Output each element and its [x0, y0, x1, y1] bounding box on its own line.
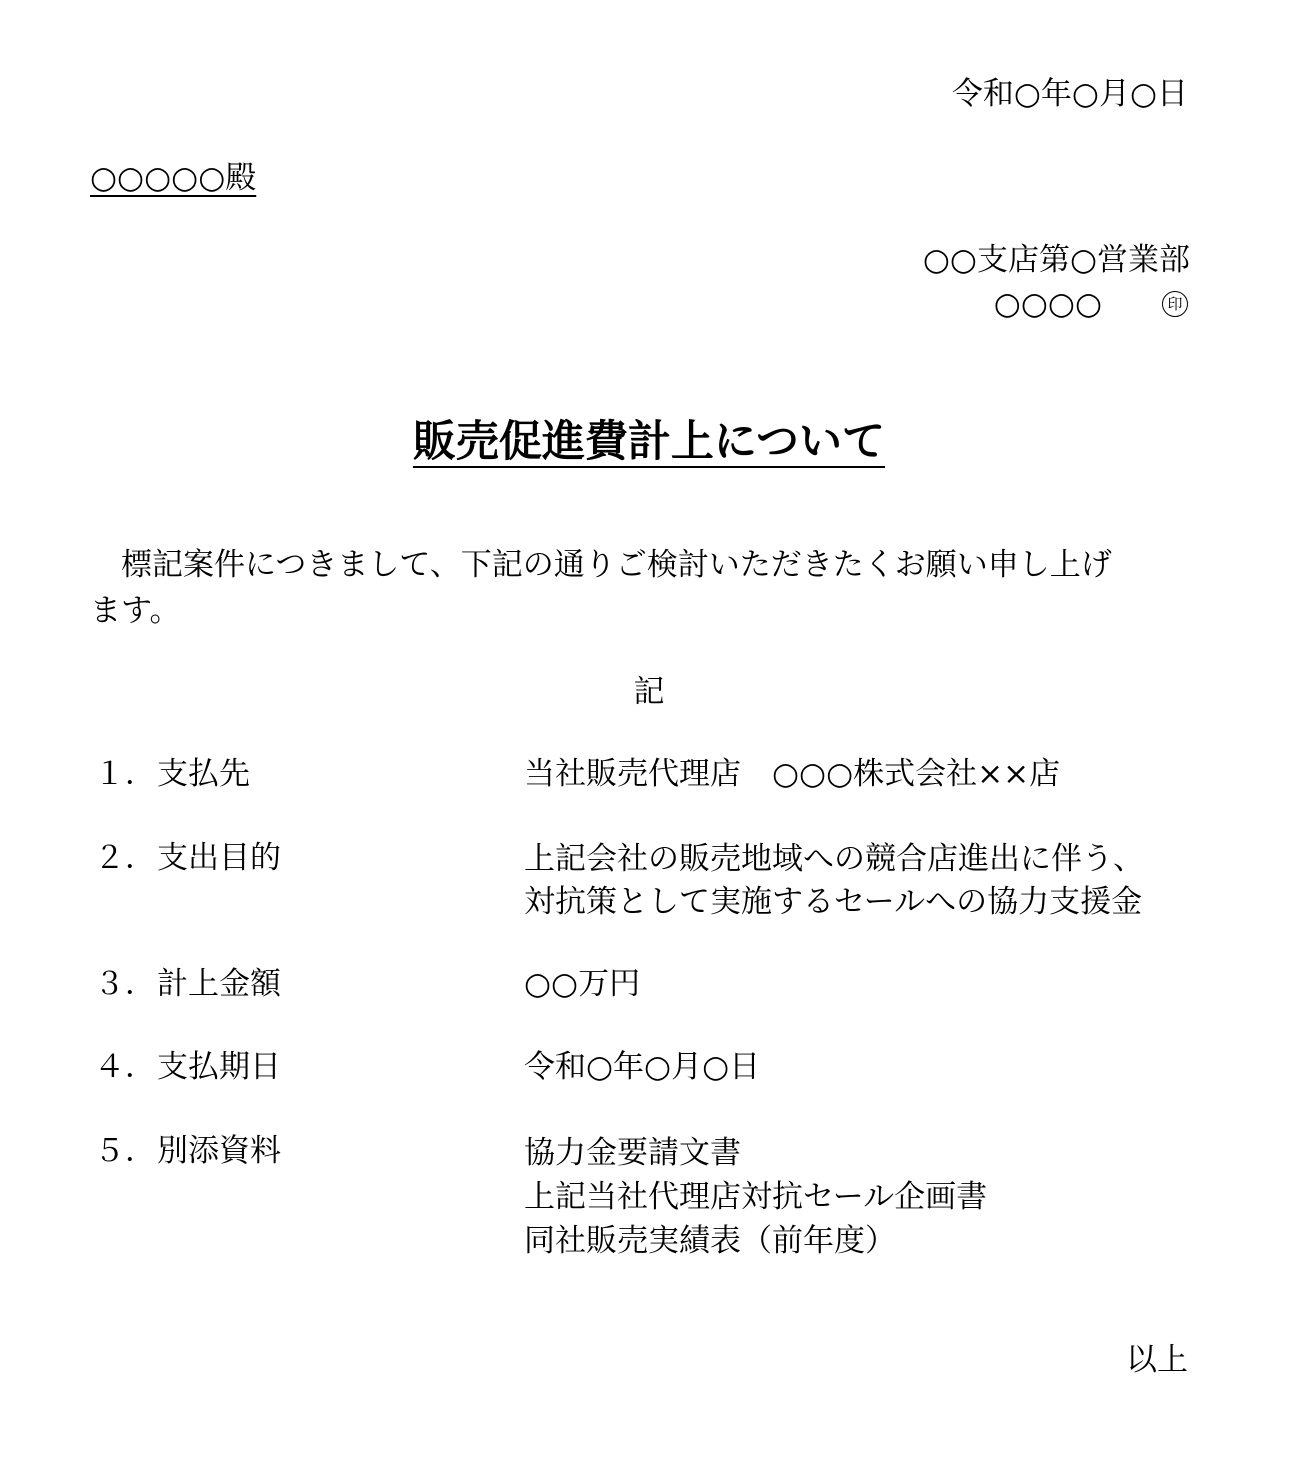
item-label-attachments: 別添資料	[157, 1133, 281, 1169]
item-value-amount	[524, 964, 640, 1004]
item-label-amount: 計上金額	[157, 966, 281, 1002]
document-date: 令和○年○月○日	[951, 76, 1188, 112]
item-number-5: ５．	[94, 1133, 156, 1169]
item-number-3: ３．	[94, 966, 156, 1002]
body-line-2: ます。	[90, 593, 181, 629]
closing-text: 以上	[1126, 1342, 1188, 1378]
item-label-purpose: 支出目的	[157, 840, 281, 876]
item-value-line: 当社販売代理店 ○○○株式会社××店	[524, 756, 1061, 792]
sender-name-row	[994, 284, 1188, 324]
item-number-2: ２．	[94, 840, 156, 876]
item-value-line: 同社販売実績表（前年度）	[524, 1223, 896, 1259]
item-value-line: 上記当社代理店対抗セール企画書	[524, 1179, 988, 1215]
seal-stamp-icon: 印	[1162, 291, 1188, 317]
ki-heading: 記	[633, 674, 665, 710]
item-value-payee	[524, 754, 1060, 794]
item-number-4: ４．	[94, 1049, 156, 1085]
item-value-line: 上記会社の販売地域への競合店進出に伴う、	[524, 841, 1144, 877]
item-value-line: 令和○年○月○日	[524, 1049, 761, 1085]
item-label-due-date: 支払期日	[157, 1049, 281, 1085]
body-line-1: 標記案件につきまして、下記の通りご検討いただきたくお願い申し上げ	[90, 547, 1112, 583]
document-title	[0, 408, 1298, 469]
item-value-due-date	[524, 1047, 760, 1087]
body-paragraph	[90, 542, 1200, 634]
sender-name: ○○○○	[993, 286, 1102, 322]
document-title-text: 販売促進費計上について	[412, 417, 886, 467]
item-value-purpose	[524, 838, 1144, 924]
item-value-line: 対抗策として実施するセールへの協力支援金	[524, 884, 1143, 920]
item-value-line: 協力金要請文書	[524, 1135, 741, 1171]
sender-department: ○○支店第○営業部	[922, 242, 1190, 278]
item-label-payee: 支払先	[157, 756, 250, 792]
recipient-name: ○○○○○殿	[90, 160, 257, 196]
item-number-1: １．	[94, 756, 156, 792]
item-value-line: ○○万円	[524, 966, 641, 1002]
item-value-attachments	[524, 1131, 987, 1263]
